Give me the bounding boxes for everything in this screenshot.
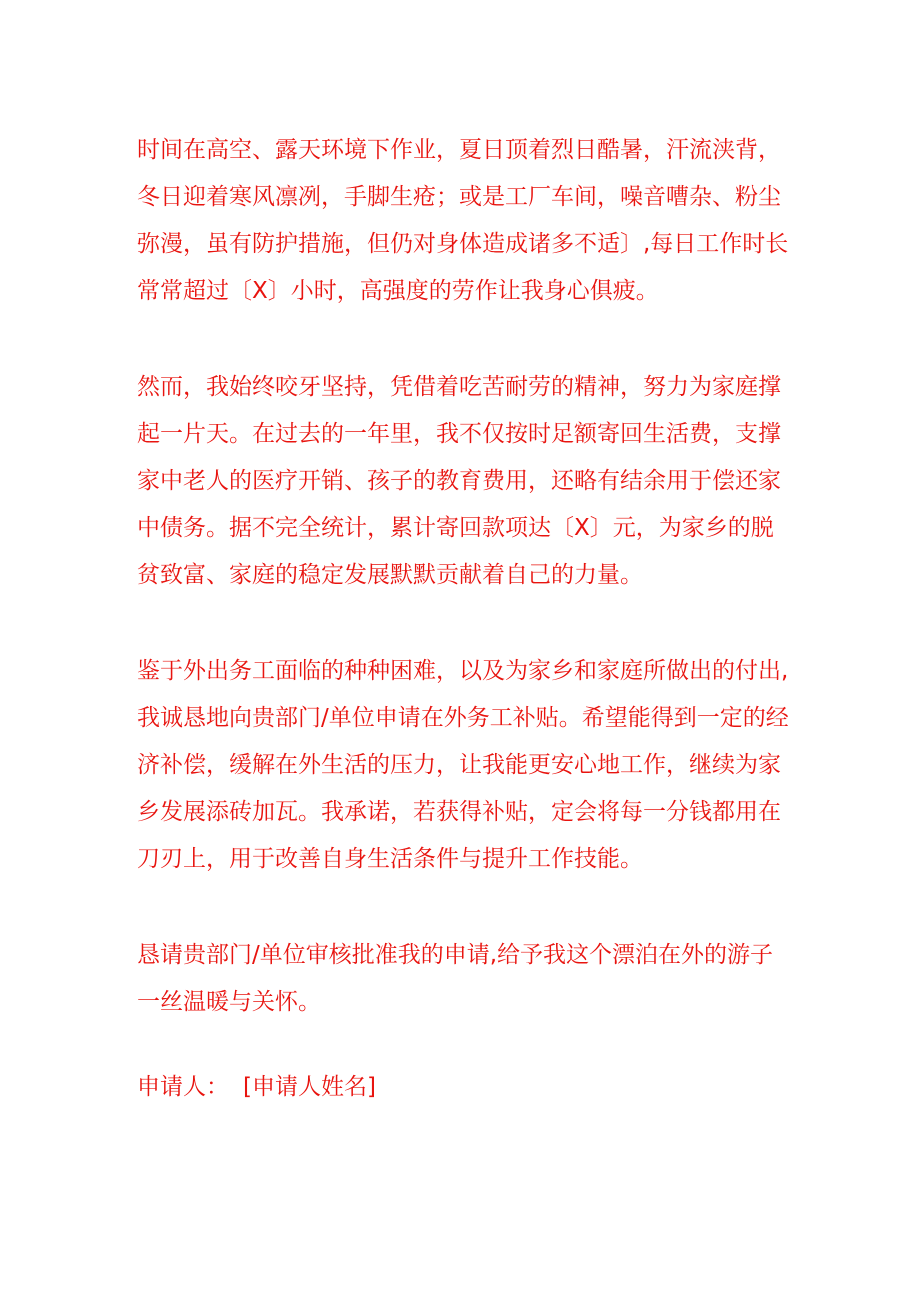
text-line: 贫致富、家庭的稳定发展默默贡献着自己的力量。 (137, 562, 643, 588)
letter-body (137, 127, 797, 1111)
applicant-label: 申请人： (137, 1074, 229, 1100)
text-line: 弥漫，虽有防护措施，但仍对身体造成诸多不适〕,每日工作时长 (137, 231, 789, 257)
text-line: 乡发展添砖加瓦。我承诺，若获得补贴，定会将每一分钱都用在 (137, 799, 781, 825)
text-line: 中债务。据不完全统计，累计寄回款项达〔X〕元，为家乡的脱 (137, 515, 774, 541)
text-line: 起一片天。在过去的一年里，我不仅按时足额寄回生活费，支撑 (137, 421, 781, 447)
text-line: 常常超过〔X〕小时，高强度的劳作让我身心俱疲。 (137, 278, 659, 304)
text-line: 一丝温暖与关怀。 (137, 989, 321, 1015)
text-line: 恳请贵部门/单位审核批准我的申请,给予我这个漂泊在外的游子 (137, 942, 774, 968)
text-line: 冬日迎着寒风凛冽，手脚生疮；或是工厂车间，噪音嘈杂、粉尘 (137, 184, 781, 210)
applicant-signature-line (137, 1064, 797, 1111)
applicant-name-placeholder: [申请人姓名] (243, 1074, 376, 1100)
paragraph-working-conditions (137, 127, 797, 315)
text-line: 刀刃上，用于改善自身生活条件与提升工作技能。 (137, 846, 643, 872)
paragraph-contribution (137, 364, 797, 599)
text-line: 家中老人的医疗开销、孩子的教育费用，还略有结余用于偿还家 (137, 468, 781, 494)
text-line: 时间在高空、露天环境下作业，夏日顶着烈日酷暑，汗流浃背， (137, 137, 781, 163)
text-line: 鉴于外出务工面临的种种困难，以及为家乡和家庭所做出的付出, (137, 658, 789, 684)
text-line: 然而，我始终咬牙坚持，凭借着吃苦耐劳的精神，努力为家庭撑 (137, 374, 781, 400)
text-line: 我诚恳地向贵部门/单位申请在外务工补贴。希望能得到一定的经 (137, 705, 789, 731)
text-line: 济补偿，缓解在外生活的压力，让我能更安心地工作，继续为家 (137, 752, 781, 778)
paragraph-closing (137, 932, 797, 1026)
paragraph-request (137, 648, 797, 883)
